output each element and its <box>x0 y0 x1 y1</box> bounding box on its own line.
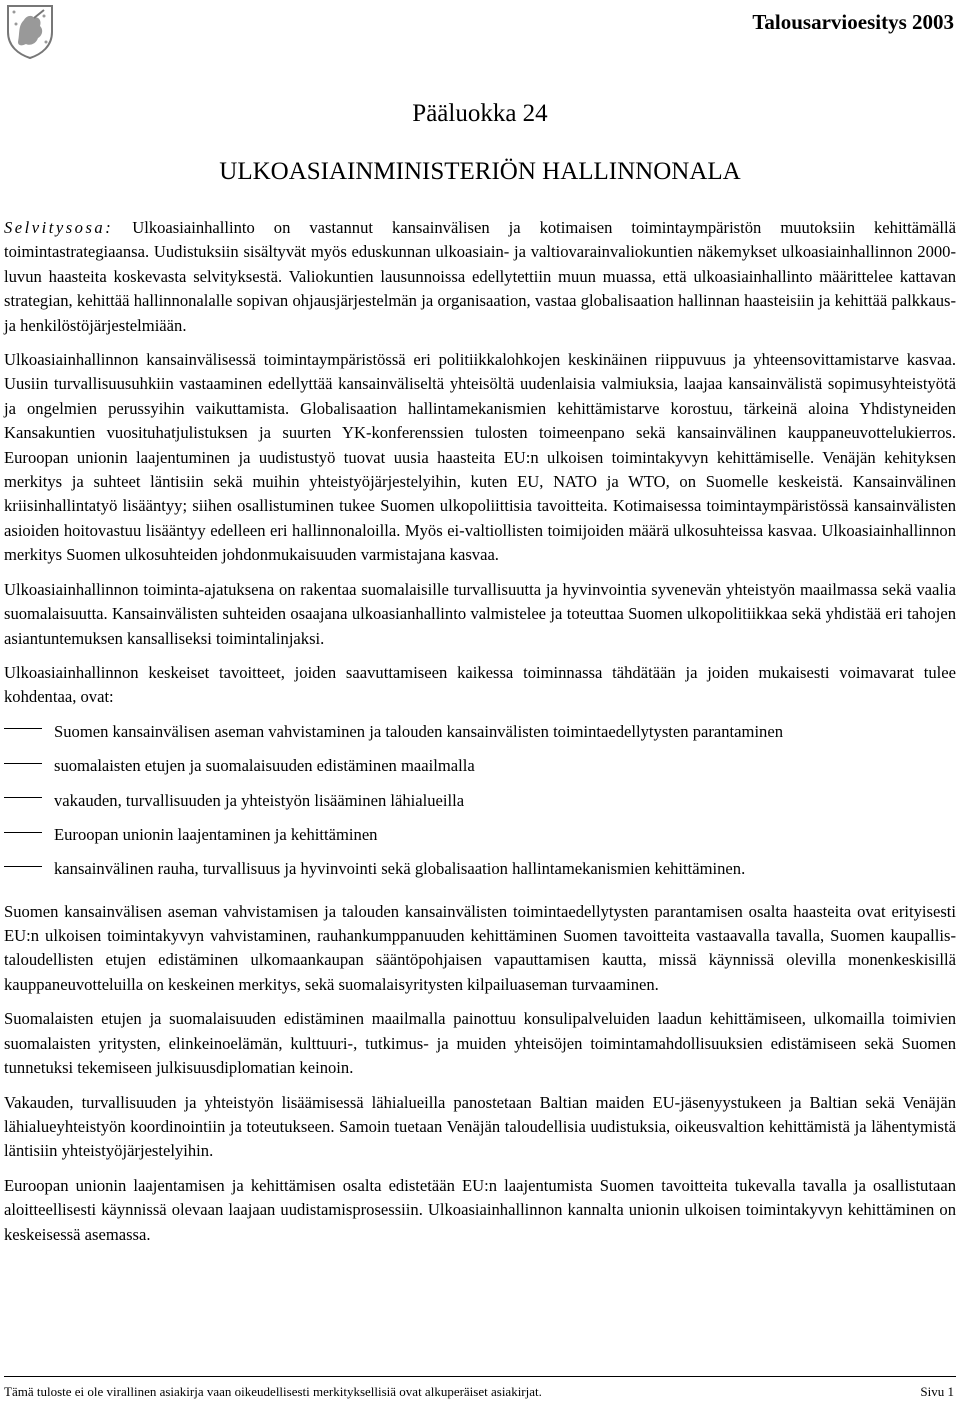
goals-list <box>4 720 956 892</box>
list-item <box>4 789 956 823</box>
section-label: Selvitysosa: <box>4 218 114 237</box>
dash-bullet-icon <box>4 720 54 744</box>
goal-text: Suomen kansainvälisen aseman vahvistaminen ja talouden kansainvälisten toimintaedellytysten parantaminen <box>54 721 784 741</box>
page-number: Sivu 1 <box>920 1384 954 1399</box>
dash-bullet-icon <box>4 823 54 847</box>
footer-divider <box>4 1376 956 1377</box>
paragraph: Suomalaisten etujen ja suomalaisuuden edistäminen maailmalla painottuu konsulipalveluiden laadun kehittämiseen, ulkomailla toimivien suomalaisten yritysten, elinkeinoelämän, kulttuuri-, tutkimus- ja muiden yhteisöjen toimintamahdollisuuksien edistämiseen sekä Suomen tunnetuksi tekemiseen julkisuusdiplomatian keinoin. <box>4 1009 956 1078</box>
list-item <box>4 857 956 891</box>
main-title: Pääluokka 24 <box>412 100 548 127</box>
list-item <box>4 754 956 788</box>
goal-text: kansainvälinen rauha, turvallisuus ja hyvinvointi sekä globalisaation hallintamekanismien kehittäminen. <box>54 859 746 879</box>
list-item <box>4 720 956 754</box>
sub-title: ULKOASIAINMINISTERIÖN HALLINNONALA <box>219 158 741 185</box>
coat-of-arms-icon <box>4 2 56 60</box>
intro-paragraph <box>4 216 956 338</box>
paragraph: Ulkoasiainhallinnon kansainvälisessä toimintaympäristössä eri politiikkalohkojen keskinäinen riippuvuus ja yhteensovittamistarve kasvaa. Uusiin turvallisuusuhkiin vastaaminen edellyttää kansainväliseltä yhteisöltä uudenlaisia valmiuksia, laajaa kansainvälistä sopimusyhteistyötä ja ongelmien perussyihin vaikuttamista. Globalisaation hallintamekanismien kehittämistarve korostuu, tärkeinä aloina Yhdistyneiden Kansakuntien vuosituhatjulistuksen ja suurten YK-konferenssien tulosten toimeenpano sekä kansainvälinen kauppaneuvottelukierros. Euroopan unionin laajentuminen ja uudistustyö tuovat uusia haasteita EU:n ulkoisen toimintakyvyn kehittämiselle. Venäjän kehityksen merkitys ja suhteet läntisiin sekä muihin yhteistyöjärjestelyihin, kuten EU, NATO ja WTO, on Suomelle keskeistä. Kansainvälinen kriisinhallintatyö lisääntyy; siihen osallistuminen tukee Suomen ulkopoliittisia tavoitteita. Kotimaisessa toimintaympäristössä kansainvälisten asioiden hoitovastuu lisääntyy edelleen eri hallinnonaloilla. Myös ei-valtiollisten toimijoiden määrä ulkosuhteissa kasvaa. Ulkoasiainhallinnon merkitys Suomen ulkosuhteiden johdonmukaisuuden varmistajana kasvaa. <box>4 350 956 565</box>
intro-text: Ulkoasiainhallinto on vastannut kansainvälisen ja kotimaisen toimintaympäristön muutoksiin kehittämällä toimintastrategiaansa. Uudistuksiin sisältyvät myös eduskunnan ulkoasiain- ja valtiovarainvaliokuntien näkemykset ulkoasiainhallinnon 2000-luvun haasteita koskevasta selvityksestä. Valiokuntien lausunnoissa edellytettiin muun muassa, että ulkoasiainhallinto määrittelee kattavan strategian, kehittää hallinnonalalle sopivan ohjausjärjestelmän ja organisaation, vastaa globalisaation hallinnan haasteisiin ja kehittää palkkaus- ja henkilöstöjärjestelmiään. <box>4 218 956 335</box>
document-header-title: Talousarvioesitys 2003 <box>752 10 954 34</box>
paragraph: Vakauden, turvallisuuden ja yhteistyön lisäämisessä lähialueilla panostetaan Baltian maiden EU-jäsenyystukeen ja Baltian sekä Venäjän lähialueyhteistyön koordinointiin ja toteutukseen. Samoin tuetaan Venäjän taloudellisia uudistuksia, oikeusvaltion kehittämistä ja lähentymistä läntisiin yhteistyöjärjestelyihin. <box>4 1092 956 1161</box>
footer-disclaimer: Tämä tuloste ei ole virallinen asiakirja vaan oikeudellisesti merkityksellisiä ovat alkuperäiset asiakirjat. <box>4 1384 542 1399</box>
paragraph: Ulkoasiainhallinnon keskeiset tavoitteet, joiden saavuttamiseen kaikessa toiminnassa tähdätään ja joiden mukaisesti voimavarat tulee kohdentaa, ovat: <box>4 662 956 707</box>
document-body <box>4 216 956 1257</box>
dash-bullet-icon <box>4 754 54 778</box>
paragraph: Euroopan unionin laajentamisen ja kehittämisen osalta edistetään EU:n laajentumista Suomen tavoitteita tukevalla tavalla ja osallistutaan aloitteellisesti käynnissä olevaan laajaan uudistamisprosessiin. Ulkoasiainhallinnon kannalta unionin ulkoisen toimintakyvyn kehittäminen on keskeisessä asemassa. <box>4 1175 956 1244</box>
dash-bullet-icon <box>4 789 54 813</box>
dash-bullet-icon <box>4 857 54 881</box>
list-item <box>4 823 956 857</box>
goal-text: vakauden, turvallisuuden ja yhteistyön lisääminen lähialueilla <box>54 790 465 810</box>
goal-text: Euroopan unionin laajentaminen ja kehittäminen <box>54 824 378 844</box>
goal-text: suomalaisten etujen ja suomalaisuuden edistäminen maailmalla <box>54 756 475 776</box>
paragraph: Suomen kansainvälisen aseman vahvistamisen ja talouden kansainvälisten toimintaedellytysten parantamisen osalta haasteita ovat erityisesti EU:n ulkoisen toimintakyvyn vahvistaminen, rauhankumppanuuden kehittäminen Suomen tavoitteita vastaavalla tavalla, Suomen kaupallis-taloudellisten etujen edistäminen ulkomaankaupan sääntöpohjaisen vapauttamisen kautta, missä käynnissä olevilla monenkeskisillä kauppaneuvotteluilla on keskeinen merkitys, sekä suomalaisyritysten kilpailuaseman turvaaminen. <box>4 901 956 994</box>
paragraph: Ulkoasiainhallinnon toiminta-ajatuksena on rakentaa suomalaisille turvallisuutta ja hyvinvointia syvenevän yhteistyön maailmassa sekä vaalia suomalaisuutta. Kansainvälisten suhteiden osaajana ulkoasianhallinto valmistelee ja toteuttaa Suomen ulkopolitiikkaa sekä yhdistää eri tahojen asiantuntemuksen kansalliseksi toimintalinjaksi. <box>4 579 956 648</box>
